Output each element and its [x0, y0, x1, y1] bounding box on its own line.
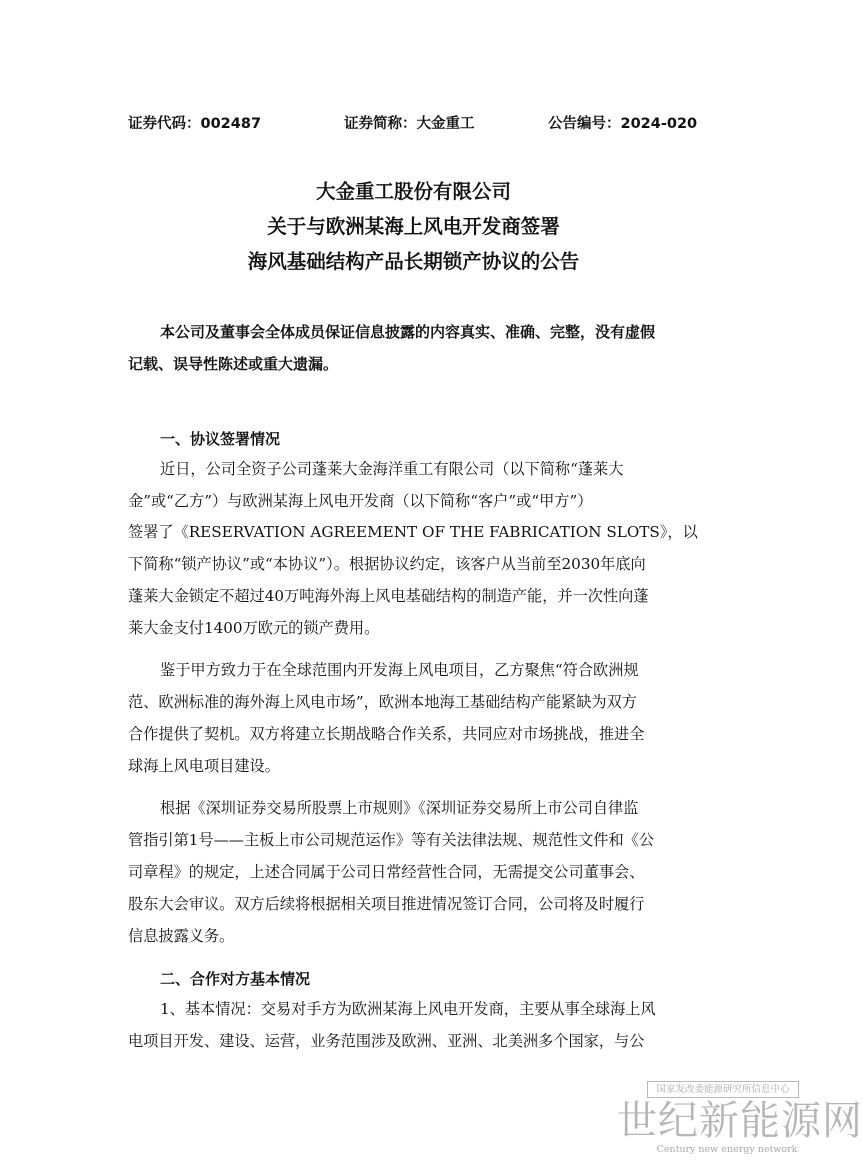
body-line: 股东大会审议。双方后续将根据相关项目推进情况签订合同，公司将及时履行	[128, 895, 645, 913]
body-line: 合作提供了契机。双方将建立长期战略合作关系，共同应对市场挑战，推进全	[128, 725, 645, 743]
body-line: 电项目开发、建设、运营，业务范围涉及欧洲、亚洲、北美洲多个国家，与公	[128, 1032, 645, 1050]
body-line: 莱大金支付1400万欧元的锁产费用。	[128, 619, 380, 637]
body-line: 范、欧洲标准的海外海上风电市场”，欧洲本地海工基础结构产能紧缺为双方	[128, 693, 637, 711]
company-name-title: 大金重工股份有限公司	[315, 180, 511, 203]
body-line: 鉴于甲方致力于在全球范围内开发海上风电项目，乙方聚焦“符合欧洲规	[160, 661, 639, 679]
body-line: 下简称“锁产协议”或“本协议”）。根据协议约定，该客户从当前至2030年底向	[128, 555, 646, 573]
body-line: 签署了《RESERVATION AGREEMENT OF THE FABRICATION SLOTS》，以	[128, 523, 698, 541]
announcement-title-line: 关于与欧洲某海上风电开发商签署	[267, 215, 560, 238]
body-line: 根据《深圳证券交易所股票上市规则》《深圳证券交易所上市公司自律监	[160, 799, 639, 817]
watermark-english: Century new energy network	[656, 1144, 798, 1155]
body-line: 管指引第1号——主板上市公司规范运作》等有关法律法规、规范性文件和《公	[128, 831, 655, 849]
watermark-banner: 国家发改委能源研究所信息中心	[647, 1081, 799, 1098]
board-statement: 记载、误导性陈述或重大遗漏。	[128, 355, 339, 373]
announcement-title-line: 海风基础结构产品长期锁产协议的公告	[247, 250, 580, 273]
site-watermark	[617, 1081, 863, 1161]
watermark-logo: 世纪新能源网	[617, 1098, 863, 1144]
announcement-header	[128, 112, 708, 134]
section-heading: 一、协议签署情况	[160, 430, 281, 448]
section-heading: 二、合作对方基本情况	[160, 970, 311, 988]
security-code: 证券代码：002487	[128, 116, 262, 132]
body-line: 球海上风电项目建设。	[128, 757, 280, 775]
body-line: 1、基本情况：交易对手方为欧洲某海上风电开发商，主要从事全球海上风	[160, 1000, 656, 1018]
body-line: 信息披露义务。	[128, 927, 235, 945]
board-statement: 本公司及董事会全体成员保证信息披露的内容真实、准确、完整，没有虚假	[160, 323, 656, 341]
notice-number: 公告编号：2024-020	[548, 116, 698, 132]
body-line: 金”或“乙方”）与欧洲某海上风电开发商（以下简称“客户”或“甲方”）	[128, 492, 593, 510]
body-line: 蓬莱大金锁定不超过40万吨海外海上风电基础结构的制造产能，并一次性向蓬	[128, 587, 649, 605]
body-line: 近日，公司全资子公司蓬莱大金海洋重工有限公司（以下简称“蓬莱大	[160, 460, 624, 478]
security-short-name: 证券简称：大金重工	[344, 116, 475, 132]
body-line: 司章程》的规定，上述合同属于公司日常经营性合同，无需提交公司董事会、	[128, 863, 645, 881]
